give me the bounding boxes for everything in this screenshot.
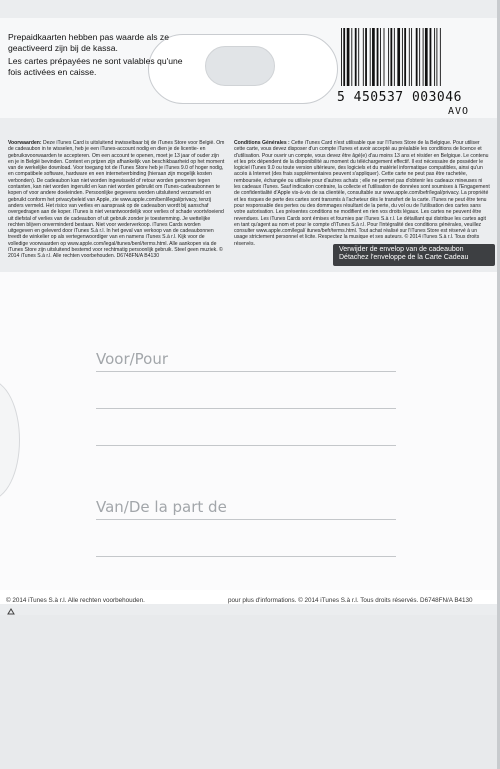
prepaid-notice bbox=[8, 32, 183, 78]
barcode-bar bbox=[419, 28, 420, 86]
to-field-label: Voor/Pour bbox=[96, 350, 169, 368]
barcode-bar bbox=[416, 28, 418, 86]
barcode-bar bbox=[363, 28, 364, 86]
barcode-bar bbox=[365, 28, 367, 86]
barcode-bar bbox=[404, 28, 406, 86]
product-code: AVO bbox=[448, 106, 470, 117]
footer-dutch: © 2014 iTunes S.à r.l. Alle rechten voorbehouden. bbox=[6, 597, 145, 604]
footer-french: pour plus d'informations. © 2014 iTunes S.à r.l. Tous droits réservés. D6748FN/A B4130 bbox=[228, 597, 473, 604]
terms-french-body: Cette iTunes Card n'est utilisable que sur l'iTunes Store de la Belgique. Pour utiliser cette carte, vous devez disposer d'un compte iTunes et avoir accepté au préalable les conditions de licence et d'utilisation. Pour ouvrir un compte, vous devez être âgé(e) d'au moins 13 ans et résider en Belgique. Le contenu et les prix dépendent de la disponibilité au moment du téléchargement effectif. Il est nécessaire de posséder le logiciel iTunes 9.0 ou toute version ultérieure, des logiciels et du matériel informatique compatibles, ainsi qu'un accès à Internet (des frais supplémentaires peuvent s'appliquer). Cette carte ne peut pas être rachetée, remboursée, échangée ou utilisée pour d'autres achats ; elle ne permet pas d'obtenir les cadeaux mineuses ni les cadeaux iTunes. Sauf indication contraire, la collecte et l'utilisation de données sont soumises à l'Engagement de confidentialité d'Apple vis-à-vis de sa clientèle, consultable sur www.apple.com/befr/legal/privacy. La propriété et les risques de perte des cartes sont transmis à l'acheteur dès le transfert de la carte. iTunes ne peut être tenu pour responsable des pertes ou des dommages résultant de la perte, du vol ou de l'utilisation des cartes sans votre autorisation. Les présentes conditions ne modifient en rien vos droits légaux. Les cartes ne peuvent être revendues. Les iTunes Cards sont émises et fournies par iTunes S.à r.l. Le détaillant qui distribue les cartes agit en tant qu'agent au nom et pour le compte d'iTunes S.à r.l. Pour l'intégralité des conditions générales, veuillez consulter www.apple.com/legal/ itunes/befr/terms.html. Tout achat réalisé sur l'iTunes Store est réservé à un usage strictement personnel et licite. Respectez la musique et ses auteurs. © 2014 iTunes S.à r.l. Tous droits réservés. bbox=[234, 140, 490, 247]
to-line-3[interactable] bbox=[96, 445, 396, 446]
barcode-bar bbox=[343, 28, 345, 86]
barcode-bar bbox=[434, 28, 435, 86]
barcode-bar bbox=[423, 28, 424, 86]
prepaid-notice-nl: Prepaidkaarten hebben pas waarde als ze geactiveerd zijn bij de kassa. bbox=[8, 32, 170, 53]
barcode-bar bbox=[380, 28, 381, 86]
barcode-bar bbox=[402, 28, 403, 86]
to-line-2[interactable] bbox=[96, 408, 396, 409]
barcode-bar bbox=[430, 28, 432, 86]
lower-panel bbox=[0, 615, 500, 769]
terms-dutch-code: D6748FN/A B4130 bbox=[116, 253, 160, 260]
barcode-bar bbox=[384, 28, 385, 86]
barcode-bar bbox=[358, 28, 359, 86]
barcode-bar bbox=[341, 28, 342, 86]
from-line-2[interactable] bbox=[96, 556, 396, 557]
barcode-bar bbox=[411, 28, 412, 86]
barcode-bar bbox=[425, 28, 428, 86]
terms-french-heading: Conditions Générales : bbox=[234, 140, 292, 146]
barcode-bar bbox=[394, 28, 395, 86]
from-field-label: Van/De la part de bbox=[96, 498, 227, 516]
barcode-bar bbox=[436, 28, 437, 86]
terms-dutch-body: Deze iTunes Card is uitsluitend inwisselbaar bij de iTunes Store voor België. Om de cadeaubon in te wisselen, heb je een iTunes-account nodig en dien je de licentie- en gebruiksvoorwaarden te accepteren. Om een account te openen, moet je 13 jaar of ouder zijn en je in België bevinden. Content en prijzen zijn afhankelijk van beschikbaarheid op het moment van de werkelijke download. Voor toegang tot de iTunes Store heb je iTunes 9.0 of hoger nodig, en compatibele software, hardware en een internetverbinding (hieraan zijn mogelijk kosten verbonden). De cadeaubon kan niet worden ingewisseld of retour worden genomen tegen contanten, kan niet worden ingeruild en kan niet worden gebruikt om iTunes-cadeaubonnen te kopen of voor andere doeleinden. Persoonlijke gegevens worden uitsluitend verzameld en gebruikt conform het privacybeleid van Apple, zie www.apple.com/benl/legal/privacy, tenzij anders vermeld. Het risico van verlies en aanspraak op de cadeaubon wordt bij aanschaf overgedragen aan de koper. iTunes is niet verantwoordelijk voor verlies of schade voortvloeiend uit diefstal of verlies van de cadeaubon of uit gebruik zonder je toestemming. Je wettelijke rechten blijven onverminderd bestaan. Niet voor wederverkoop. iTunes Cards worden uitgegeven en geleverd door iTunes S.à r.l. In het geval van verkoop van de cadeaubonnen treedt de winkelier op als vertegenwoordiger van en namens iTunes S.à r.l. Kijk voor de volledige voorwaarden op www.apple.com/legal/itunes/benl/terms.html. Alle aankopen via de iTunes Store zijn uitsluitend bestemd voor rechtmatig persoonlijk gebruik. Steel geen muziek. © 2014 iTunes S.à r.l. Alle rechten voorbehouden. bbox=[8, 140, 225, 260]
barcode-bar bbox=[397, 28, 400, 86]
terms-dutch-heading: Voorwaarden: bbox=[8, 140, 44, 146]
from-line-1[interactable] bbox=[96, 519, 396, 520]
barcode-bar bbox=[409, 28, 410, 86]
barcode-bar bbox=[390, 28, 392, 86]
remove-envelope-label bbox=[333, 244, 495, 266]
barcode-bar bbox=[351, 28, 352, 86]
barcode-bar bbox=[355, 28, 357, 86]
barcode-bar bbox=[370, 28, 371, 86]
barcode-bar bbox=[347, 28, 350, 86]
remove-envelope-fr: Détachez l'enveloppe de la Carte Cadeau bbox=[339, 254, 469, 261]
barcode-bar bbox=[377, 28, 379, 86]
dedication-area bbox=[0, 272, 500, 602]
barcode-bar bbox=[388, 28, 389, 86]
to-line-1[interactable] bbox=[96, 371, 396, 372]
terms-dutch bbox=[8, 140, 226, 260]
barcode bbox=[339, 28, 489, 86]
barcode-bar bbox=[372, 28, 375, 86]
remove-envelope-nl: Verwijder de envelop van de cadeaubon bbox=[339, 246, 464, 253]
terms-french bbox=[234, 140, 490, 247]
prepaid-notice-fr: Les cartes prépayées ne sont valables qu'une fois activées en caisse. bbox=[8, 56, 183, 77]
hanger-hole bbox=[205, 46, 275, 86]
barcode-bar bbox=[440, 28, 441, 86]
barcode-number: 5 450537 003046 bbox=[337, 90, 462, 105]
